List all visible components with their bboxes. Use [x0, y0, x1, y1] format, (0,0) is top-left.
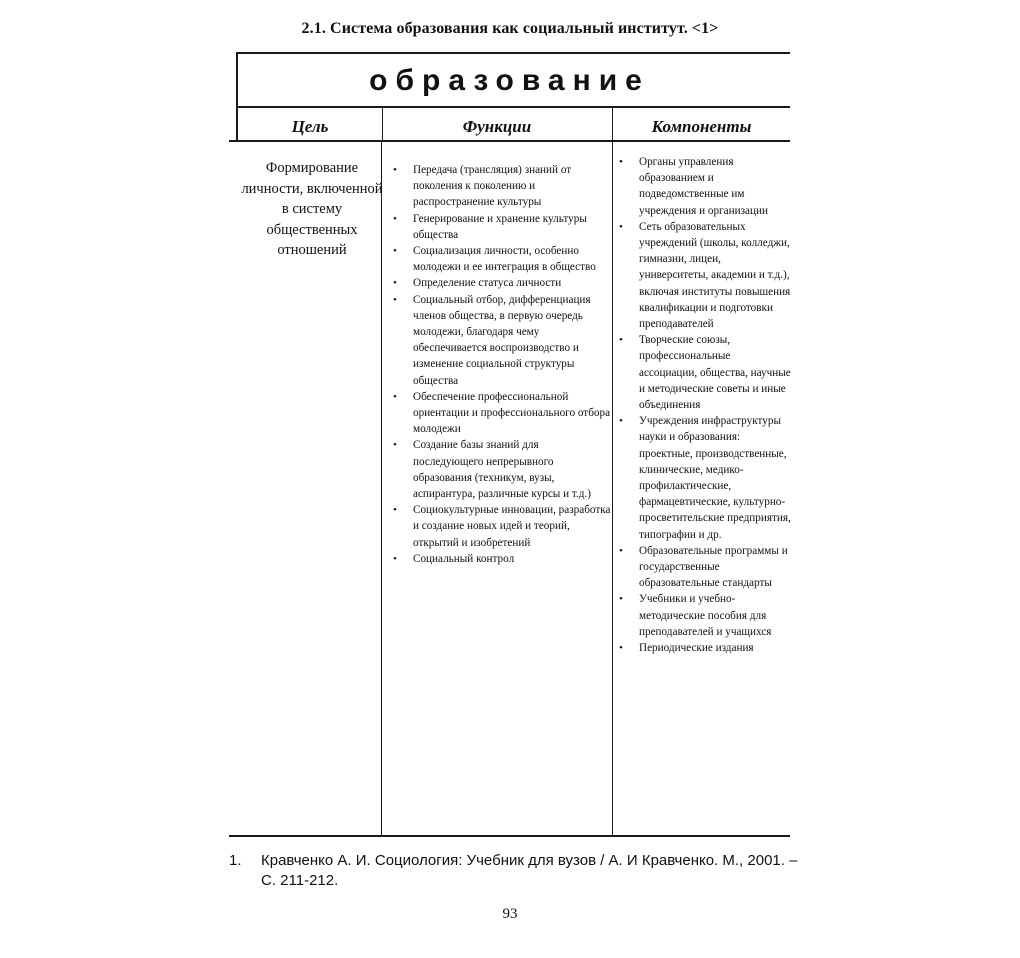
list-item: • Учреждения инфраструктуры науки и образования: проектные, производственные, клинические, медико-профилактические, фармацевтические, культурно-просветительские предприятия, типографии и др. [619, 415, 791, 541]
list-item: • Органы управления образованием и подведомственные им учреждения и организации [619, 156, 768, 217]
section-heading: 2.1. Система образования как социальный институт. <1> [301, 20, 719, 37]
functions-list [389, 162, 611, 567]
banner-bottom-border [236, 106, 790, 108]
bullet-icon: • [393, 277, 397, 290]
bullet-icon: • [393, 504, 397, 517]
page-number: 93 [502, 906, 518, 922]
column-header-functions: Функции [462, 117, 532, 136]
list-item: • Создание базы знаний для последующего непрерывного образования (техникум, вузы, аспирантура, различные курсы и т.д.) [393, 439, 591, 501]
list-item: • Передача (трансляция) знаний от поколения к поколению и распространение культуры [393, 164, 572, 209]
table-banner-title: образование [369, 64, 650, 97]
column-header-components: Компоненты [651, 117, 752, 136]
bullet-icon: • [393, 390, 397, 403]
list-item: • Образовательные программы и государственные образовательные стандарты [619, 544, 788, 590]
list-item: • Определение статуса личности [389, 275, 611, 291]
bullet-icon: • [393, 245, 397, 258]
list-item: • Творческие союзы, профессиональные ассоциации, общества, научные и методические советы и иные объединения [619, 334, 791, 412]
list-item: • Сеть образовательных учреждений (школы, колледжи, гимназии, лицеи, университеты, академии и т.д.), включая институты повышения квалификации и подготовки преподавателей [619, 220, 791, 331]
bullet-icon: • [619, 415, 623, 428]
bullet-icon: • [619, 220, 623, 233]
bullet-icon: • [393, 552, 397, 565]
column-header-goal: Цель [291, 117, 329, 136]
bullet-icon: • [619, 593, 623, 606]
list-item: • Социальный отбор, дифференциация членов общества, в первую очередь молодежи, благодаря чему обеспечивается воспроизводство и изменение социальной структуры общества [393, 293, 591, 387]
footnote-number: 1. [229, 852, 242, 869]
bullet-icon: • [393, 293, 397, 306]
components-list [615, 154, 791, 656]
education-table [229, 52, 790, 837]
bullet-icon: • [393, 212, 397, 225]
list-item: • Обеспечение профессиональной ориентации и профессионального отбора молодежи [393, 390, 611, 436]
bullet-icon: • [619, 156, 623, 168]
bullet-icon: • [393, 164, 397, 176]
table-bottom-border [229, 835, 790, 837]
bullet-icon: • [393, 439, 397, 452]
list-item: • Социализация личности, особенно молодежи и ее интеграция в общество [393, 245, 596, 274]
footnote-text: Кравченко А. И. Социология: Учебник для вузов / А. И Кравченко. М., 2001. – С. 211-212. [261, 852, 798, 889]
bullet-icon: • [619, 642, 623, 655]
footnote [229, 851, 809, 891]
column-divider-2 [612, 107, 613, 836]
table-top-border [236, 52, 790, 54]
goal-text: Формирование личности, включенной в систему общественных отношений [241, 160, 383, 258]
list-item: • Генерирование и хранение культуры общества [393, 212, 587, 241]
list-item: • Социальный контрол [389, 551, 611, 567]
bullet-icon: • [619, 334, 623, 347]
list-item: • Социокультурные инновации, разработка и создание новых идей и теорий, открытий и изобретений [393, 504, 611, 549]
list-item: • Периодические издания [615, 640, 791, 656]
bullet-icon: • [619, 544, 623, 557]
list-item: • Учебники и учебно-методические пособия для преподавателей и учащихся [619, 593, 772, 638]
